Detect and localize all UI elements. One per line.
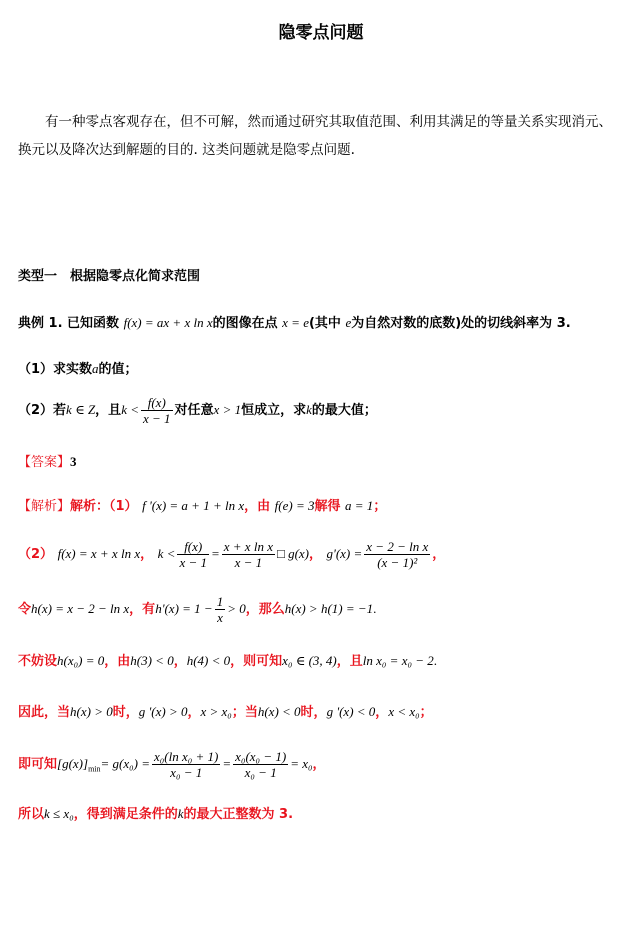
example-statement <box>18 312 571 331</box>
analysis-l3-c: ，那么 <box>245 602 285 617</box>
analysis-l2-num2: x + x ln x <box>223 539 273 554</box>
analysis-l4-e: ，且 <box>336 654 363 669</box>
example-formula-b: x = e <box>282 315 309 330</box>
analysis-l2-eq: = <box>210 546 220 561</box>
analysis-l7-f1: k ≤ x₀ <box>44 806 74 821</box>
analysis-line-1 <box>18 495 386 514</box>
analysis-line-4 <box>18 650 437 669</box>
analysis-l2-gp: g'(x) = <box>326 546 363 561</box>
analysis-l2-frac1 <box>177 539 209 570</box>
analysis-l4-f3: h(4) < 0 <box>186 653 231 668</box>
analysis-l6-a: 即可知 <box>18 757 58 772</box>
analysis-l5-f3: x > x₀ <box>200 704 232 719</box>
analysis-l2-den3: (x − 1)² <box>377 555 418 570</box>
q2-text2: 恒成立，求 <box>241 403 307 418</box>
analysis-l4-d: ，则可知 <box>230 654 283 669</box>
analysis-line-3 <box>18 594 376 625</box>
analysis-l4-a: 不妨设 <box>18 654 58 669</box>
example-text-a: 已知函数 <box>67 316 120 331</box>
analysis-l3-f3: h(x) > h(1) = −1 <box>284 601 374 616</box>
example-text-d: 为自然对数的底数)处的切线斜率为 3. <box>351 316 571 331</box>
analysis-l6-num2: x₀(x₀ − 1) <box>235 749 287 764</box>
analysis-line-2 <box>18 539 445 570</box>
q2-fraction <box>141 395 173 426</box>
analysis-l6-min: min <box>88 764 101 774</box>
q1-prefix: （1）求实数 <box>18 362 93 377</box>
analysis-l6-num1: x₀(ln x₀ + 1) <box>154 749 219 764</box>
analysis-l2-den2: x − 1 <box>234 555 263 570</box>
intro-paragraph: 有一种零点客观存在，但不可解，然而通过研究其取值范围、利用其满足的等量关系实现消元、换元以及降次达到解题的目的. 这类问题就是隐零点问题. <box>18 114 612 158</box>
q1-suffix: 的值； <box>98 362 138 377</box>
analysis-l6-eq: = <box>222 756 232 771</box>
analysis-l4-b: ，由 <box>104 654 131 669</box>
analysis-l5-g: ； <box>419 705 433 720</box>
q2-cond2: x > 1 <box>213 402 242 417</box>
analysis-l5-f2: g '(x) > 0 <box>138 704 188 719</box>
q2-k2: k <box>306 402 312 417</box>
q2-den: x − 1 <box>142 411 171 426</box>
analysis-l1-d: ； <box>373 499 387 514</box>
analysis-l2-frac3 <box>364 539 430 570</box>
analysis-l4-f2: h(3) < 0 <box>130 653 174 668</box>
analysis-l5-e: 时， <box>300 705 327 720</box>
analysis-l2-b: ， <box>140 547 154 562</box>
analysis-l2-frac2 <box>222 539 275 570</box>
analysis-l2-g: □ g(x) <box>276 546 309 561</box>
analysis-l2-f1: f(x) = x + x ln x <box>57 546 141 561</box>
q2-text: 对任意 <box>174 403 214 418</box>
analysis-tag: 【解析】 <box>18 499 71 514</box>
q2-end: 的最大值； <box>311 403 377 418</box>
analysis-l6-f3: = x₀ <box>290 756 313 771</box>
analysis-l4-f1: h(x₀) = 0 <box>57 653 105 668</box>
analysis-l7-a: 所以 <box>18 807 45 822</box>
page-title: 隐零点问题 <box>278 23 364 43</box>
analysis-l6-den2: x₀ − 1 <box>244 765 277 780</box>
example-text-c: (其中 <box>308 316 341 331</box>
analysis-l3-f2: h'(x) = 1 − <box>155 601 213 616</box>
analysis-l7-c: 的最大正整数为 3. <box>183 807 294 822</box>
analysis-line-6 <box>18 749 326 780</box>
analysis-l6-f1: [g(x)] <box>57 756 89 771</box>
analysis-l3-f1: h(x) = x − 2 − ln x <box>31 601 130 616</box>
analysis-l3-den: x <box>217 610 223 625</box>
analysis-line-5 <box>18 701 433 720</box>
analysis-l1-f2: f(e) = 3 <box>274 498 315 513</box>
analysis-l2-num1: f(x) <box>177 539 209 555</box>
analysis-l6-frac1 <box>152 749 220 780</box>
analysis-l3-f2b: > 0 <box>227 601 246 616</box>
analysis-l7-k: k <box>177 806 184 821</box>
analysis-l4-g: . <box>433 653 438 668</box>
analysis-l1-a: 解析：（1） <box>70 499 138 514</box>
analysis-l1-f1: f '(x) = a + 1 + ln x <box>142 498 245 513</box>
analysis-l5-b: 时， <box>112 705 139 720</box>
answer-line <box>18 451 77 470</box>
analysis-l2-a: （2） <box>18 547 54 562</box>
analysis-l5-d: ；当 <box>231 705 258 720</box>
q2-k: k < <box>121 402 139 417</box>
analysis-l5-a: 因此，当 <box>18 705 71 720</box>
analysis-l2-num3: x − 2 − ln x <box>366 539 429 554</box>
analysis-l1-c: 解得 <box>314 499 341 514</box>
answer-tag: 【答案】 <box>18 455 71 470</box>
analysis-l3-a: 令 <box>18 602 32 617</box>
analysis-l4-f5: ln x₀ = x₀ − 2 <box>362 653 434 668</box>
analysis-l5-f: ， <box>375 705 389 720</box>
analysis-l4-c: ， <box>173 654 187 669</box>
analysis-l3-d: . <box>373 601 377 616</box>
example-label: 典例 1. <box>18 316 63 331</box>
answer-value: 3 <box>70 454 77 469</box>
analysis-l6-b: ， <box>312 757 326 772</box>
analysis-l3-num: 1 <box>216 594 224 609</box>
example-text-b: 的图像在点 <box>212 316 278 331</box>
q2-mid: ，且 <box>95 403 122 418</box>
analysis-l6-den1: x₀ − 1 <box>170 765 203 780</box>
analysis-l1-b: ，由 <box>244 499 271 514</box>
analysis-l6-f2: = g(x₀) = <box>100 756 151 771</box>
analysis-l2-den1: x − 1 <box>179 555 207 570</box>
analysis-l3-b: ，有 <box>129 602 156 617</box>
analysis-l3-frac <box>215 594 226 625</box>
question-2 <box>18 395 377 426</box>
q1-var: a <box>92 361 99 376</box>
q2-cond: k ∈ Z <box>66 402 96 417</box>
analysis-l5-f4: h(x) < 0 <box>257 704 301 719</box>
analysis-line-7 <box>18 803 293 822</box>
question-1 <box>18 358 138 377</box>
q2-num: f(x) <box>141 395 173 411</box>
example-formula-a: f(x) = ax + x ln x <box>123 315 213 330</box>
analysis-l5-f1: h(x) > 0 <box>70 704 113 719</box>
q2-prefix: （2）若 <box>18 403 67 418</box>
analysis-l5-f6: x < x₀ <box>388 704 420 719</box>
analysis-l2-d: ， <box>432 547 446 562</box>
analysis-l5-f5: g '(x) < 0 <box>326 704 376 719</box>
example-formula-c: e <box>345 315 352 330</box>
analysis-l4-f4: x₀ ∈ (3, 4) <box>282 653 337 668</box>
analysis-l2-c: ， <box>309 547 323 562</box>
analysis-l7-b: ，得到满足条件的 <box>73 807 178 822</box>
analysis-l6-frac2 <box>233 749 288 780</box>
analysis-l2-k: k < <box>157 546 176 561</box>
analysis-l5-c: ， <box>187 705 201 720</box>
analysis-l1-f3: a = 1 <box>345 498 374 513</box>
section-title: 类型一 根据隐零点化简求范围 <box>18 269 201 284</box>
